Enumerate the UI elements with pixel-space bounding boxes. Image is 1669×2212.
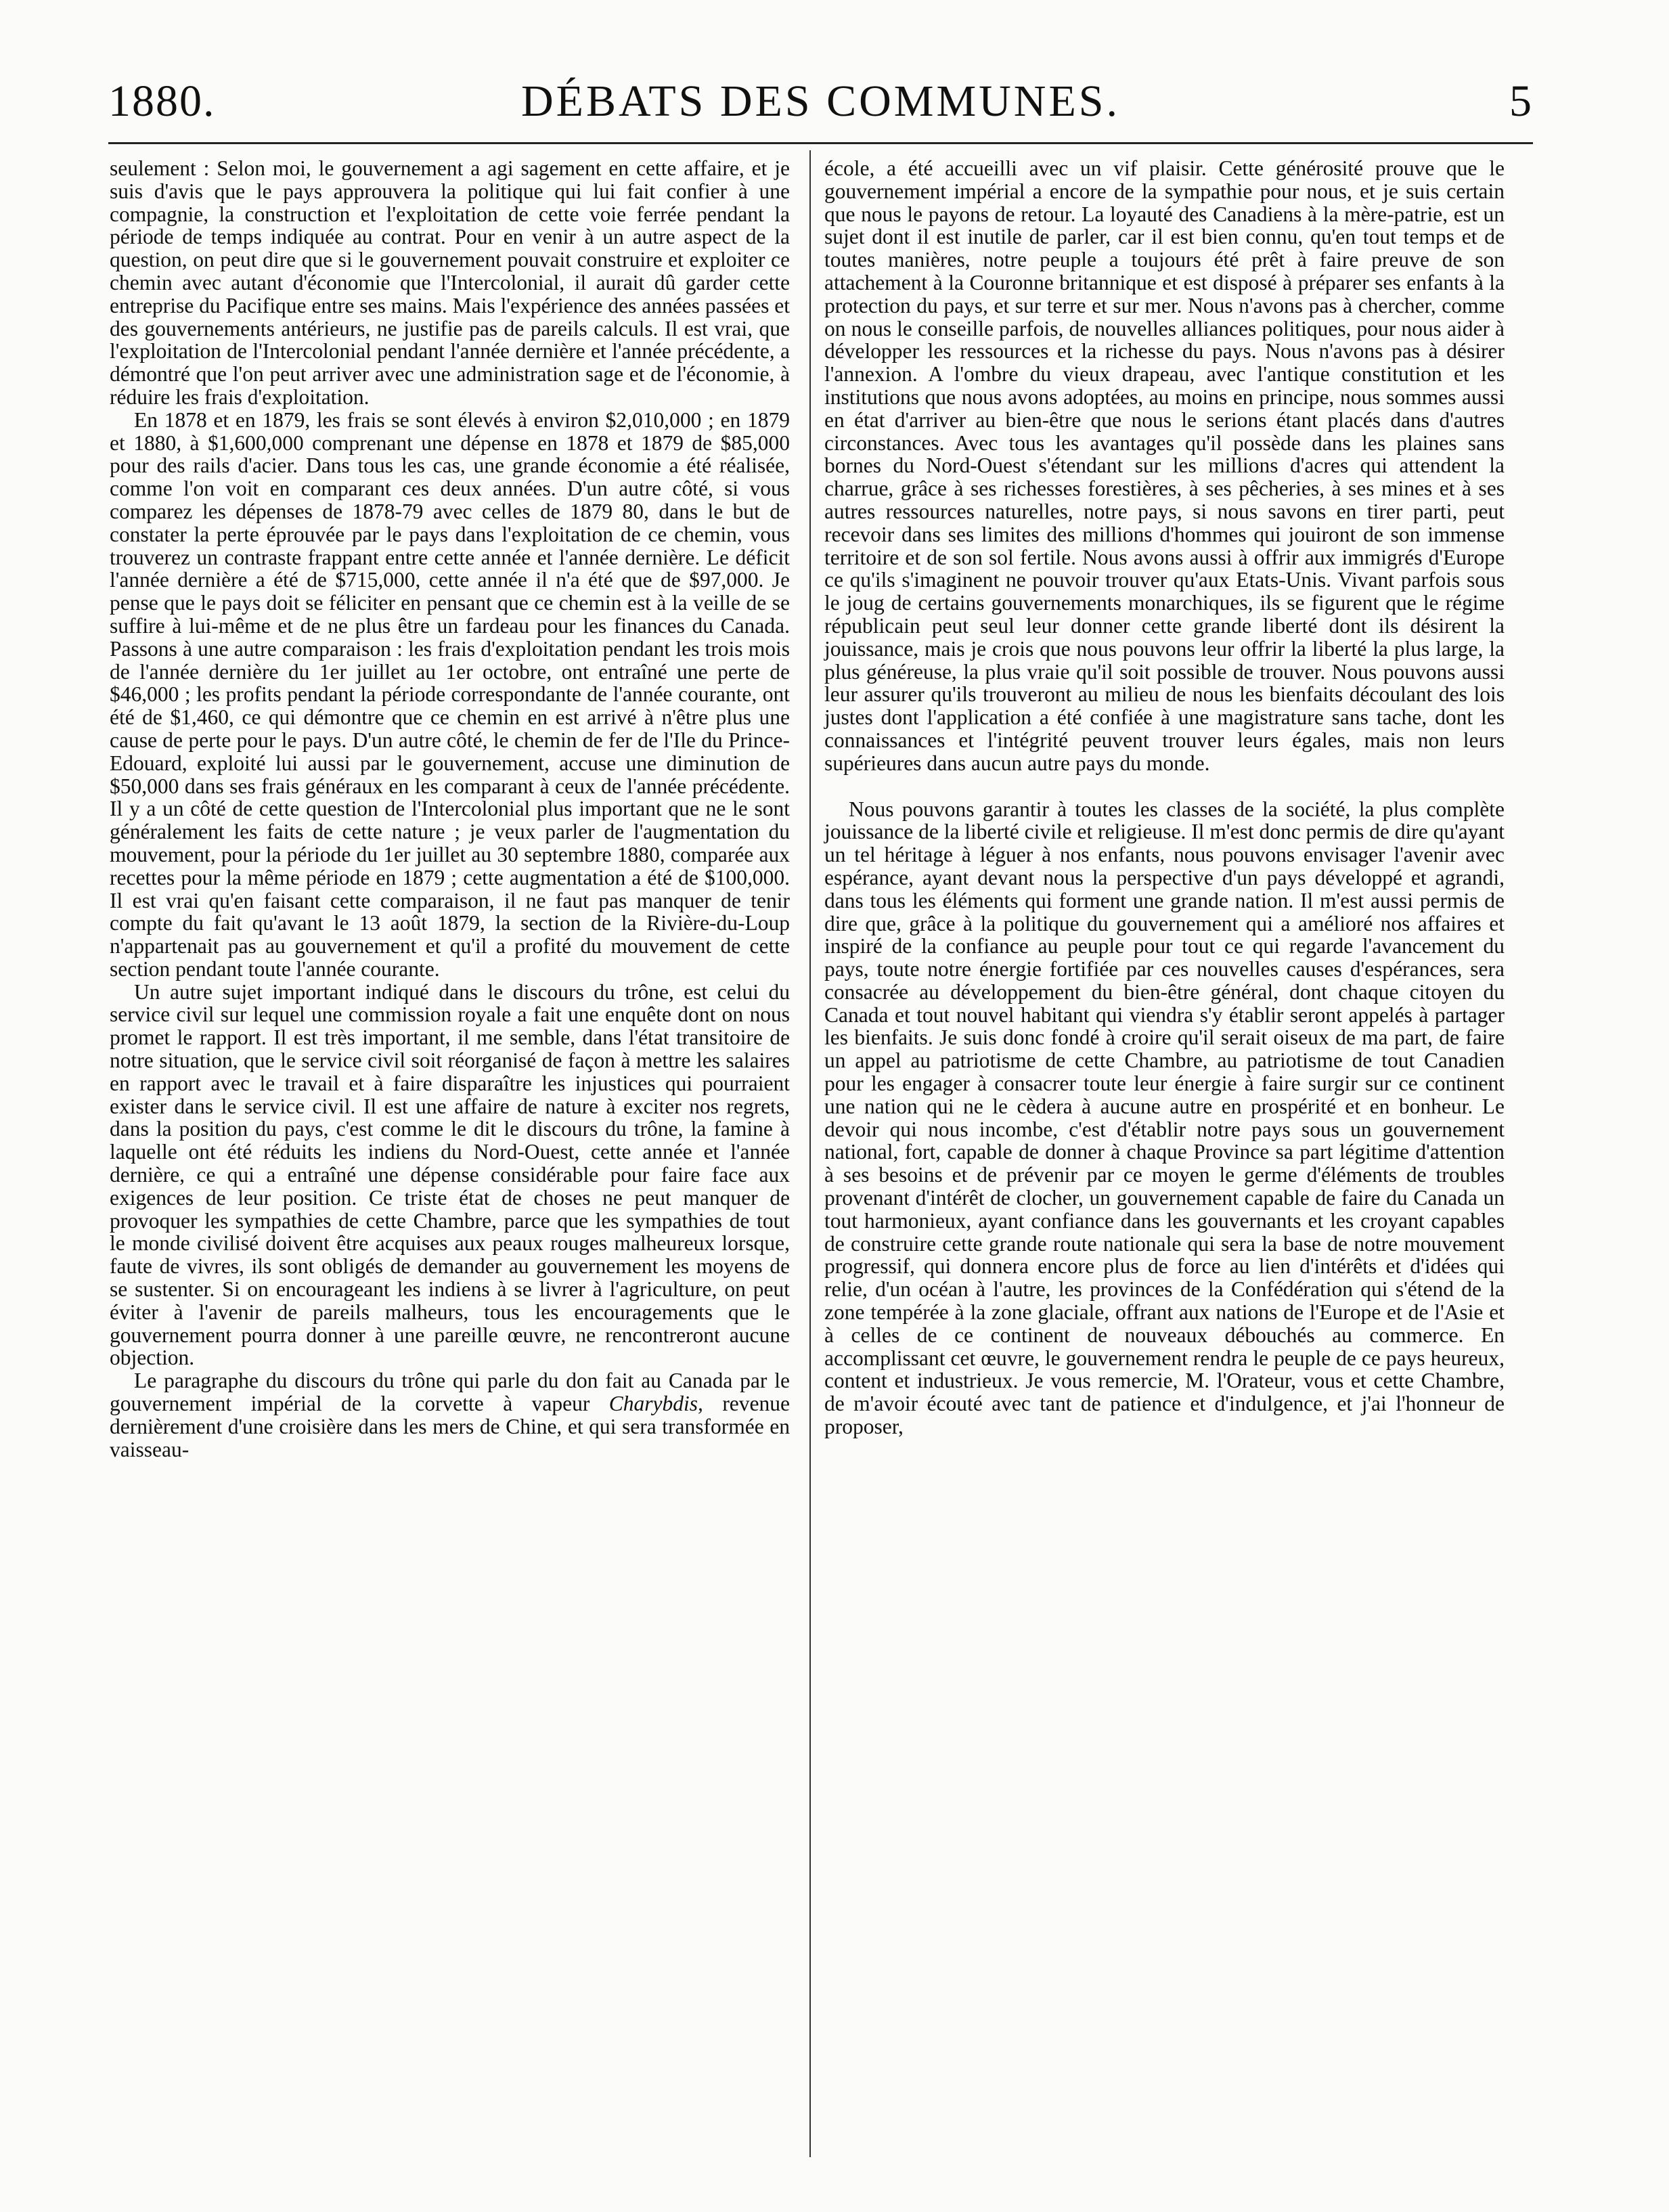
right-column (824, 157, 1505, 1438)
header-rule (108, 142, 1533, 144)
left-paragraph-4-start: Le paragraphe du discours du trône qui parle du don fait au Canada par le gouvernement impérial de la corvette à vapeur (110, 1369, 790, 1416)
column-divider (809, 150, 811, 2157)
page-header (108, 76, 1533, 137)
left-paragraph-4-end: revenue dernièrement d'une croisière dans les mers de Chine, et qui sera transformée en vaisseau- (110, 1392, 791, 1461)
ship-name: Charybdis, (608, 1392, 703, 1416)
left-paragraph-4 (110, 1369, 790, 1461)
left-column (110, 157, 790, 1461)
header-title: DÉBATS DES COMMUNES. (521, 76, 1120, 126)
right-paragraph-2: Nous pouvons garantir à toutes les classes de la société, la plus complète jouissance de la liberté civile et religieuse. Il m'est donc permis de dire qu'ayant un tel héritage à léguer à nos enfants, nous pouvons envisager l'avenir avec espérance, ayant devant nous la perspective d'un pays développé et agrandi, dans tous les éléments qui forment une grande nation. Il m'est aussi permis de dire que, grâce à la politique du gouvernement qui a amélioré nos affaires et inspiré de la confiance au peuple pour tout ce qui regarde l'avancement du pays, toute notre énergie fortifiée par ces nouvelles causes d'espérances, sera consacrée au développement du bien-être général, dont chaque citoyen du Canada et tout nouvel habitant qui viendra s'y établir seront appelés à partager les bienfaits. Je suis donc fondé à croire qu'il serait oiseux de ma part, de faire un appel au patriotisme de cette Chambre, au patriotisme de tout Canadien pour les engager à consacrer toute leur énergie à faire surgir sur ce continent une nation qui ne le cèdera à aucune autre en prospérité et en bonheur. Le devoir qui nous incombe, c'est d'établir notre pays sous un gouvernement national, fort, capable de donner à chaque Province sa part légitime d'attention à ses besoins et de prévenir par ce moyen le germe d'éléments de troubles provenant d'intérêt de clocher, un gouvernement capable de faire du Canada un tout harmonieux, ayant confiance dans les gouvernants et les croyant capables de construire cette grande route nationale qui sera la base de notre mouvement progressif, qui donnera encore plus de force au lien d'intérêts et d'idées qui relie, d'un océan à l'autre, les provinces de la Confédération qui s'étend de la zone tempérée à la zone glaciale, offrant aux nations de l'Europe et de l'Asie et à celles de ce continent de nouveaux débouchés au commerce. En accomplissant cet œuvre, le gouvernement rendra le peuple de ce pays heureux, content et industrieux. Je vous remercie, M. l'Orateur, vous et cette Chambre, de m'avoir écouté avec tant de patience et d'indulgence, et j'ai l'honneur de proposer, (824, 797, 1505, 1439)
header-year: 1880. (108, 76, 216, 126)
left-paragraph-3: Un autre sujet important indiqué dans le discours du trône, est celui du service civil sur lequel une commission royale a fait une enquête dont on nous promet le rapport. Il est très important, il me semble, dans l'état transitoire de notre situation, que le service civil soit réorganisé de façon à mettre les salaires en rapport avec le travail et à faire disparaître les injustices qui pourraient exister dans le service civil. Il est une affaire de nature à exciter nos regrets, dans la position du pays, c'est comme le dit le discours du trône, la famine à laquelle ont été réduits les indiens du Nord-Ouest, cette année et l'année dernière, ce qui a entraîné une dépense considérable pour faire face aux exigences de leur position. Ce triste état de choses ne peut manquer de provoquer les sympathies de cette Chambre, parce que les sympathies de tout le monde civilisé doivent être acquises aux peaux rouges malheureux lorsque, faute de vivres, ils sont obligés de demander au gouvernement les moyens de se sustenter. Si on encourageant les indiens à se livrer à l'agriculture, on peut éviter à l'avenir de pareils malheurs, tous les encouragements que le gouvernement pourra donner à une pareille œuvre, ne rencontreront aucune objection. (110, 979, 790, 1370)
left-paragraph-1: seulement : Selon moi, le gouvernement a agi sagement en cette affaire, et je suis d'avis que le pays approuvera la politique qui lui fait confier à une compagnie, la construction et l'exploitation de cette voie ferrée pendant la période de temps indiquée au contrat. Pour en venir à un autre aspect de la question, on peut dire que si le gouvernement pouvait construire et exploiter ce chemin avec autant d'économie que l'Intercolonial, il aurait dû garder cette entreprise du Pacifique entre ses mains. Mais l'expérience des années passées et des gouvernements antérieurs, ne justifie pas de pareils calculs. Il est vrai, que l'exploitation de l'Intercolonial pendant l'année dernière et l'année précédente, a démontré que l'on peut arriver avec une administration sage et de l'économie, à réduire les frais d'exploitation. (110, 156, 790, 409)
left-paragraph-2: En 1878 et en 1879, les frais se sont élevés à environ $2,010,000 ; en 1879 et 1880, à $1,600,000 comprenant une dépense en 1878 et 1879 de $85,000 pour des rails d'acier. Dans tous les cas, une grande économie a été réalisée, comme l'on voit en comparant ces deux années. D'un autre côté, si vous comparez les dépenses de 1878-79 avec celles de 1879 80, dans le but de constater la perte éprouvée par le pays dans l'exploitation de ce chemin, vous trouverez un contraste frappant entre cette année et l'année dernière. Le déficit l'année dernière a été de $715,000, cette année il n'a été que de $97,000. Je pense que le pays doit se féliciter en pensant que ce chemin est à la veille de se suffire à lui-même et de ne plus être un fardeau pour les finances du Canada. Passons à une autre comparaison : les frais d'exploitation pendant les trois mois de l'année dernière du 1er juillet au 1er octobre, ont entraîné une perte de $46,000 ; les profits pendant la période correspondante de l'année courante, ont été de $1,460, ce qui démontre que ce chemin en est arrivé à n'être plus une cause de perte pour le pays. D'un autre côté, le chemin de fer de l'Ile du Prince-Edouard, exploité lui aussi par le gouvernement, accuse une diminution de $50,000 dans ses frais généraux en les comparant à ceux de l'année précédente. Il y a un côté de cette question de l'Intercolonial plus important que ne le sont généralement les faits de cette nature ; je veux parler de l'augmentation du mouvement, pour la période du 1er juillet au 30 septembre 1880, comparée aux recettes pour la même période en 1879 ; cette augmentation a été de $100,000. Il est vrai qu'en faisant cette comparaison, il ne faut pas manquer de tenir compte du fait qu'avant le 13 août 1879, la section de la Rivière-du-Loup n'appartenait pas au gouvernement et qu'il a profité du mouvement de cette section pendant toute l'année courante. (110, 407, 790, 981)
header-page-number: 5 (1509, 76, 1533, 126)
right-paragraph-1: école, a été accueilli avec un vif plaisir. Cette générosité prouve que le gouvernement impérial a encore de la sympathie pour nous, et je suis certain que nous le payons de retour. La loyauté des Canadiens à la mère-patrie, est un sujet dont il est inutile de parler, car il est bien connu, qu'en tout temps et de toutes manières, notre peuple a toujours été prêt à faire preuve de son attachement à la Couronne britannique et est disposé à préparer ses enfants à la protection du pays, et sur terre et sur mer. Nous n'avons pas à chercher, comme on nous le conseille parfois, de nouvelles alliances politiques, pour nous aider à développer les ressources et la richesse du pays. Nous n'avons pas à désirer l'annexion. A l'ombre du vieux drapeau, avec l'antique constitution et les institutions que nous avons adoptées, au moins en principe, nous sommes aussi en état d'arriver au bien-être que nous le serions étant placés dans d'autres circonstances. Avec tous les avantages qu'il possède dans les plaines sans bornes du Nord-Ouest s'étendant sur les millions d'acres qui attendent la charrue, grâce à ses richesses forestières, à ses pêcheries, à ses mines et à ses autres ressources naturelles, notre pays, si nous savons en tirer parti, peut recevoir dans ses limites des millions d'hommes qui jouiront de son immense territoire et de son sol fertile. Nous avons aussi à offrir aux immigrés d'Europe ce qu'ils s'imaginent ne pouvoir trouver qu'aux Etats-Unis. Vivant parfois sous le joug de certains gouvernements monarchiques, ils se figurent que le régime républicain peut seul leur donner cette grande liberté dont ils désirent la jouissance, mais je crois que nous pouvons leur offrir la liberté la plus large, la plus généreuse, la plus vraie qu'il soit possible de trouver. Nous pouvons aussi leur assurer qu'ils trouveront au milieu de nous les bienfaits découlant des lois justes dont l'application a été confiée à une magistrature sans tache, dont les connaissances et l'intégrité peuvent trouver leurs égales, mais non leurs supérieures dans aucun autre pays du monde. (824, 156, 1505, 775)
